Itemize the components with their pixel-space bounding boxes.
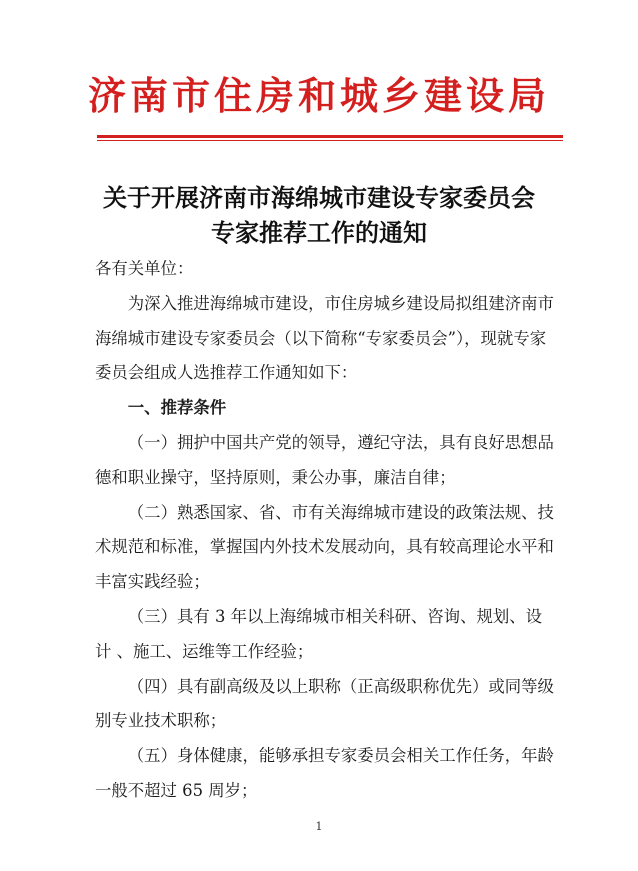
condition-item-5: （五）身体健康，能够承担专家委员会相关工作任务，年龄一般不超过 65 周岁； — [95, 746, 554, 800]
condition-item-1: （一）拥护中国共产党的领导，遵纪守法，具有良好思想品德和职业操守，坚持原则，秉公办事，廉洁自律； — [95, 432, 554, 487]
salutation: 各有关单位： — [95, 259, 194, 278]
intro-paragraph: 为深入推进海绵城市建设，市住房城乡建设局拟组建济南市海绵城市建设专家委员会（以下简称“专家委员会”），现就专家委员会组成人选推荐工作通知如下： — [95, 293, 554, 383]
condition-item-2: （二）熟悉国家、省、市有关海绵城市建设的政策法规、技术规范和标准，掌握国内外技术发展动向，具有较高理论水平和丰富实践经验； — [95, 502, 554, 592]
page-number: 1 — [315, 820, 323, 833]
title-line-1: 关于开展济南市海绵城市建设专家委员会 — [103, 183, 535, 212]
condition-item-4: （四）具有副高级及以上职称（正高级职称优先）或同等级别专业技术职称； — [95, 676, 554, 731]
document-title — [0, 180, 638, 250]
title-line-2: 专家推荐工作的通知 — [211, 218, 427, 247]
condition-item-3: （三）具有 3 年以上海绵城市相关科研、咨询、规划、设计 、施工、运维等工作经验； — [95, 606, 543, 661]
document-body — [95, 252, 555, 809]
letterhead-rule-thick — [97, 135, 563, 138]
letterhead-title: 济南市住房和城乡建设局 — [87, 73, 550, 118]
letterhead-rule-thin — [97, 140, 563, 141]
section-heading: 一、推荐条件 — [127, 398, 227, 418]
